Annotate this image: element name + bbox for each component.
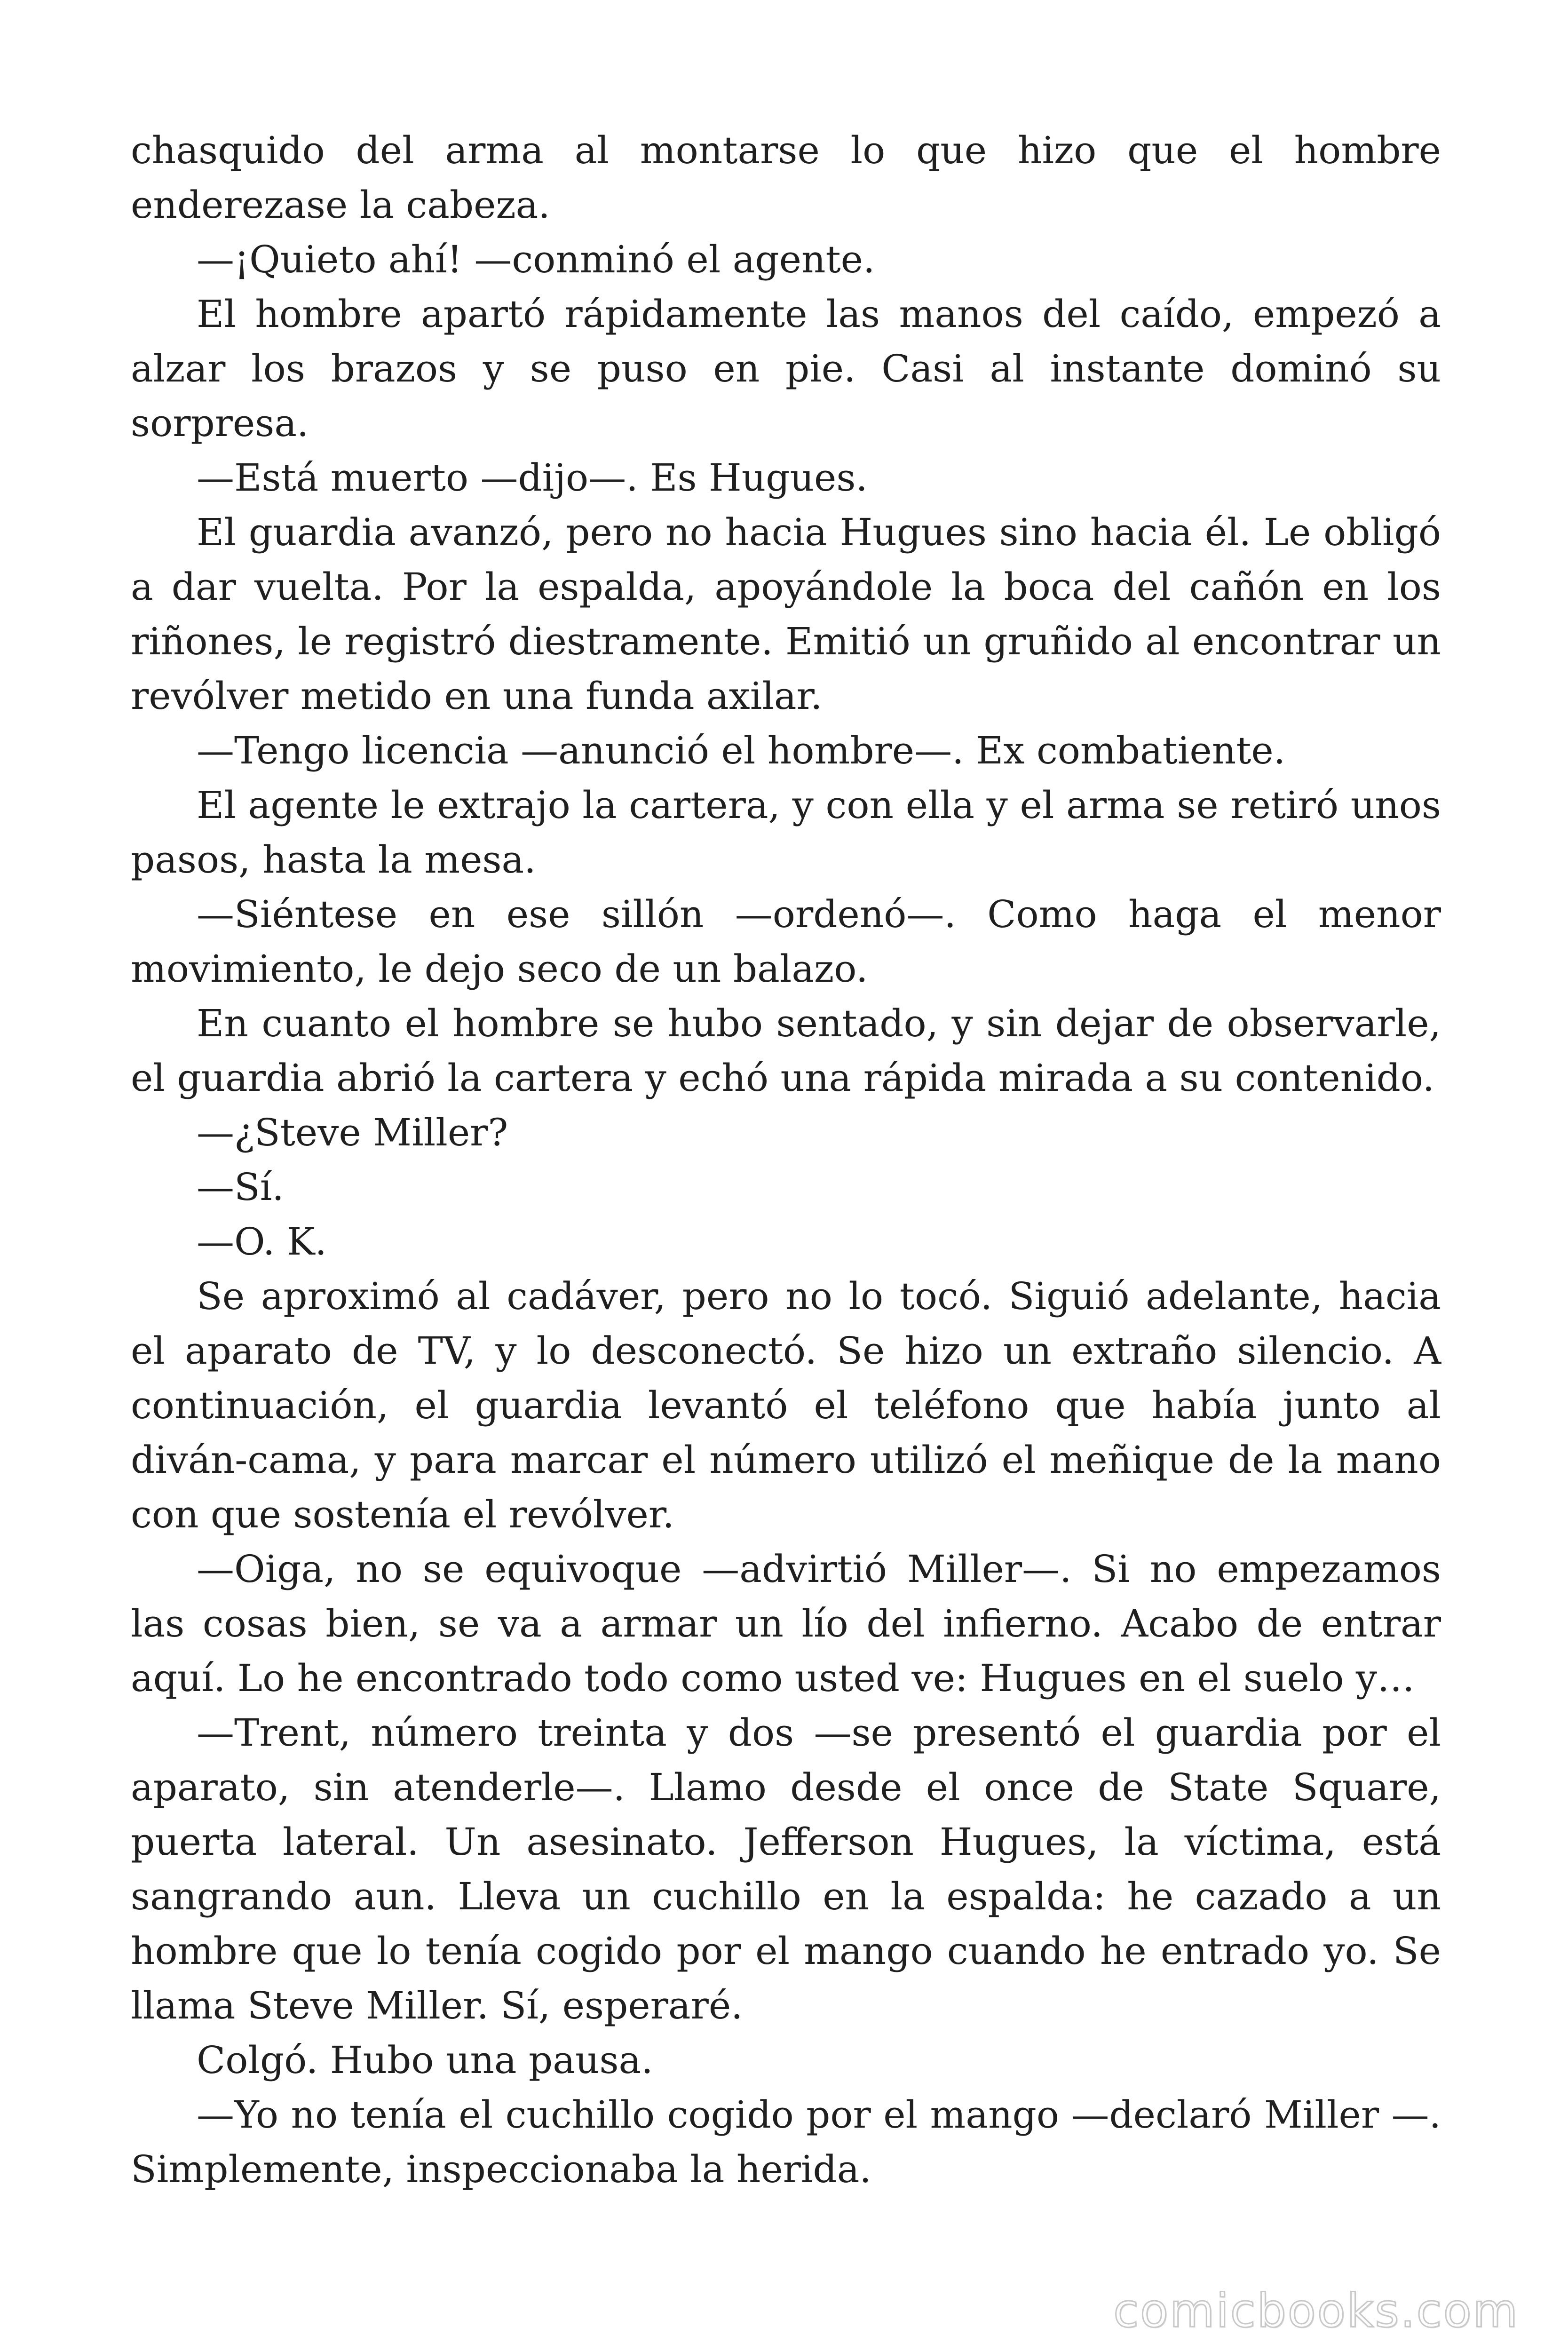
- body-text: [131, 123, 1441, 2197]
- paragraph: Colgó. Hubo una pausa.: [197, 2038, 653, 2082]
- paragraph: El guardia avanzó, pero no hacia Hugues sino hacia él. Le obligó a dar vuelta. Por la espalda, apoyándole la boca del cañón en los riñones, le registró diestramente. Emitió un gruñido al encontrar un revólver metido en una funda axilar.: [131, 510, 1441, 718]
- paragraph: —Yo no tenía el cuchillo cogido por el mango —declaró Miller —. Simplemente, inspeccionaba la herida.: [131, 2093, 1441, 2191]
- paragraph: —Está muerto —dijo—. Es Hugues.: [197, 456, 868, 500]
- paragraph: El hombre apartó rápidamente las manos del caído, empezó a alzar los brazos y se puso en pie. Casi al instante dominó su sorpresa.: [131, 292, 1441, 445]
- paragraph: En cuanto el hombre se hubo sentado, y sin dejar de observarle, el guardia abrió la cartera y echó una rápida mirada a su contenido.: [131, 1001, 1441, 1100]
- paragraph: —Oiga, no se equivoque —advirtió Miller—. Si no empezamos las cosas bien, se va a armar un lío del infierno. Acabo de entrar aquí. Lo he encontrado todo como usted ve: Hugues en el suelo y…: [131, 1547, 1441, 1700]
- paragraph: —Sí.: [197, 1165, 284, 1209]
- paragraph: El agente le extrajo la cartera, y con ella y el arma se retiró unos pasos, hasta la mesa.: [131, 783, 1441, 882]
- paragraph: —¿Steve Miller?: [197, 1111, 508, 1154]
- paragraph: chasquido del arma al montarse lo que hizo que el hombre enderezase la cabeza.: [131, 128, 1441, 227]
- paragraph: —¡Quieto ahí! —conminó el agente.: [197, 238, 875, 281]
- paragraph: —Tengo licencia —anunció el hombre—. Ex combatiente.: [197, 729, 1286, 772]
- watermark: comicbooks.com: [1113, 2284, 1519, 2338]
- paragraph: —O. K.: [197, 1220, 327, 1263]
- paragraph: —Siéntese en ese sillón —ordenó—. Como haga el menor movimiento, le dejo seco de un balazo.: [131, 892, 1441, 991]
- paragraph: —Trent, número treinta y dos —se presentó el guardia por el aparato, sin atenderle—. Llamo desde el once de State Square, puerta lateral. Un asesinato. Jefferson Hugues, la víctima, está sangrando aun. Lleva un cuchillo en la espalda: he cazado a un hombre que lo tenía cogido por el mango cuando he entrado yo. Se llama Steve Miller. Sí, esperaré.: [131, 1711, 1441, 2027]
- paragraph: Se aproximó al cadáver, pero no lo tocó. Siguió adelante, hacia el aparato de TV, y lo desconectó. Se hizo un extraño silencio. A continuación, el guardia levantó el teléfono que había junto al diván-cama, y para marcar el número utilizó el meñique de la mano con que sostenía el revólver.: [131, 1274, 1441, 1536]
